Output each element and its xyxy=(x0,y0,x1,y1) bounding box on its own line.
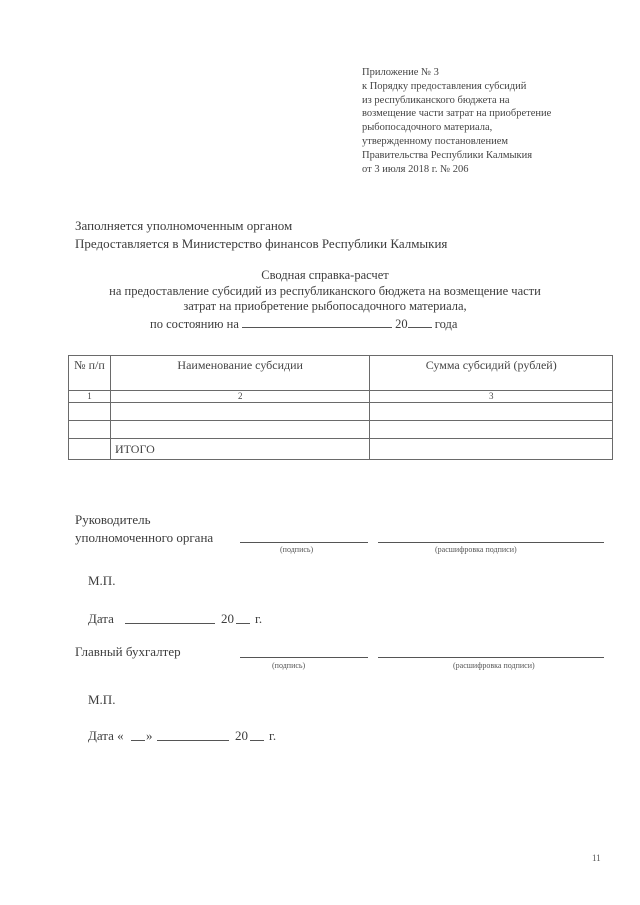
annex-line: Приложение № 3 xyxy=(362,67,439,78)
accountant-signature-caption: (подпись) xyxy=(272,661,306,670)
as-of-label: по состоянию на xyxy=(150,316,239,331)
date2-label: Дата « xyxy=(88,728,124,743)
table-cell[interactable] xyxy=(110,403,370,421)
accountant-label: Главный бухгалтер xyxy=(75,644,181,659)
as-of-year-field[interactable] xyxy=(408,315,432,328)
date2-month-field[interactable] xyxy=(157,740,229,741)
header-subsidy-name: Наименование субсидии xyxy=(110,356,370,391)
total-amount-cell[interactable] xyxy=(370,439,613,460)
annex-line: утвержденному постановлением xyxy=(362,135,509,147)
annex-line: рыбопосадочного материала, xyxy=(362,122,493,134)
table-cell[interactable] xyxy=(110,421,370,439)
head-signature-field[interactable] xyxy=(240,542,368,543)
title-line3: затрат на приобретение рыбопосадочного материала, xyxy=(183,299,467,313)
header-subsidy-amount: Сумма субсидий (рублей) xyxy=(370,356,613,391)
date2-year-field[interactable] xyxy=(250,740,264,741)
date-year-suffix: г. xyxy=(255,611,263,626)
table-row xyxy=(69,421,613,439)
column-number: 1 xyxy=(69,391,111,403)
table-cell[interactable] xyxy=(69,439,111,460)
date-label: Дата xyxy=(88,611,114,626)
head-label-line1: Руководитель xyxy=(75,512,151,527)
total-row xyxy=(69,439,613,460)
annex-line: от 3 июля 2018 г. № 206 xyxy=(362,163,469,175)
header-number: № п/п xyxy=(69,356,111,391)
date-year-prefix: 20 xyxy=(221,611,234,626)
annex-line: возмещение части затрат на приобретение xyxy=(362,108,552,120)
document-title xyxy=(60,268,590,332)
annex-line: из республиканского бюджета на xyxy=(362,94,510,106)
head-decode-field[interactable] xyxy=(378,542,604,543)
date2-year-prefix: 20 xyxy=(235,728,248,743)
column-numbers-row xyxy=(69,391,613,403)
title-line2: на предоставление субсидий из республиканского бюджета на возмещение части xyxy=(109,283,541,298)
table-cell[interactable] xyxy=(370,421,613,439)
stamp-label-2: М.П. xyxy=(88,692,116,707)
fill-info xyxy=(75,217,447,253)
column-number: 2 xyxy=(110,391,370,403)
as-of-year-prefix: 20 xyxy=(395,316,408,331)
date2-day-field[interactable] xyxy=(131,740,145,741)
as-of-year-suffix: года xyxy=(434,316,458,331)
table-cell[interactable] xyxy=(69,421,111,439)
column-number: 3 xyxy=(370,391,613,403)
page-number: 11 xyxy=(592,853,601,863)
fill-info-line1: Заполняется уполномоченным органом xyxy=(75,218,293,233)
annex-header xyxy=(362,66,622,176)
fill-info-line2: Предоставляется в Министерство финансов Республики Калмыкия xyxy=(75,236,448,251)
accountant-signature-field[interactable] xyxy=(240,657,368,658)
table-row xyxy=(69,403,613,421)
stamp-label: М.П. xyxy=(88,573,116,588)
annex-line: к Порядку предоставления субсидий xyxy=(362,80,527,92)
table-cell[interactable] xyxy=(69,403,111,421)
date2-year-suffix: г. xyxy=(269,728,277,743)
total-label: ИТОГО xyxy=(110,439,370,460)
head-label-line2: уполномоченного органа xyxy=(75,530,214,545)
accountant-decode-caption: (расшифровка подписи) xyxy=(453,661,535,670)
head-signature-caption: (подпись) xyxy=(280,545,314,554)
as-of-date-field[interactable] xyxy=(242,315,392,328)
table-header-row xyxy=(69,356,613,391)
table-cell[interactable] xyxy=(370,403,613,421)
title-line1: Сводная справка-расчет xyxy=(261,268,389,282)
accountant-decode-field[interactable] xyxy=(378,657,604,658)
annex-line: Правительства Республики Калмыкия xyxy=(362,149,533,161)
date-year-field[interactable] xyxy=(236,623,250,624)
date2-close-quote: » xyxy=(146,728,153,743)
as-of-line xyxy=(60,315,590,333)
subsidy-table xyxy=(68,355,613,460)
head-decode-caption: (расшифровка подписи) xyxy=(435,545,517,554)
date-field[interactable] xyxy=(125,623,215,624)
